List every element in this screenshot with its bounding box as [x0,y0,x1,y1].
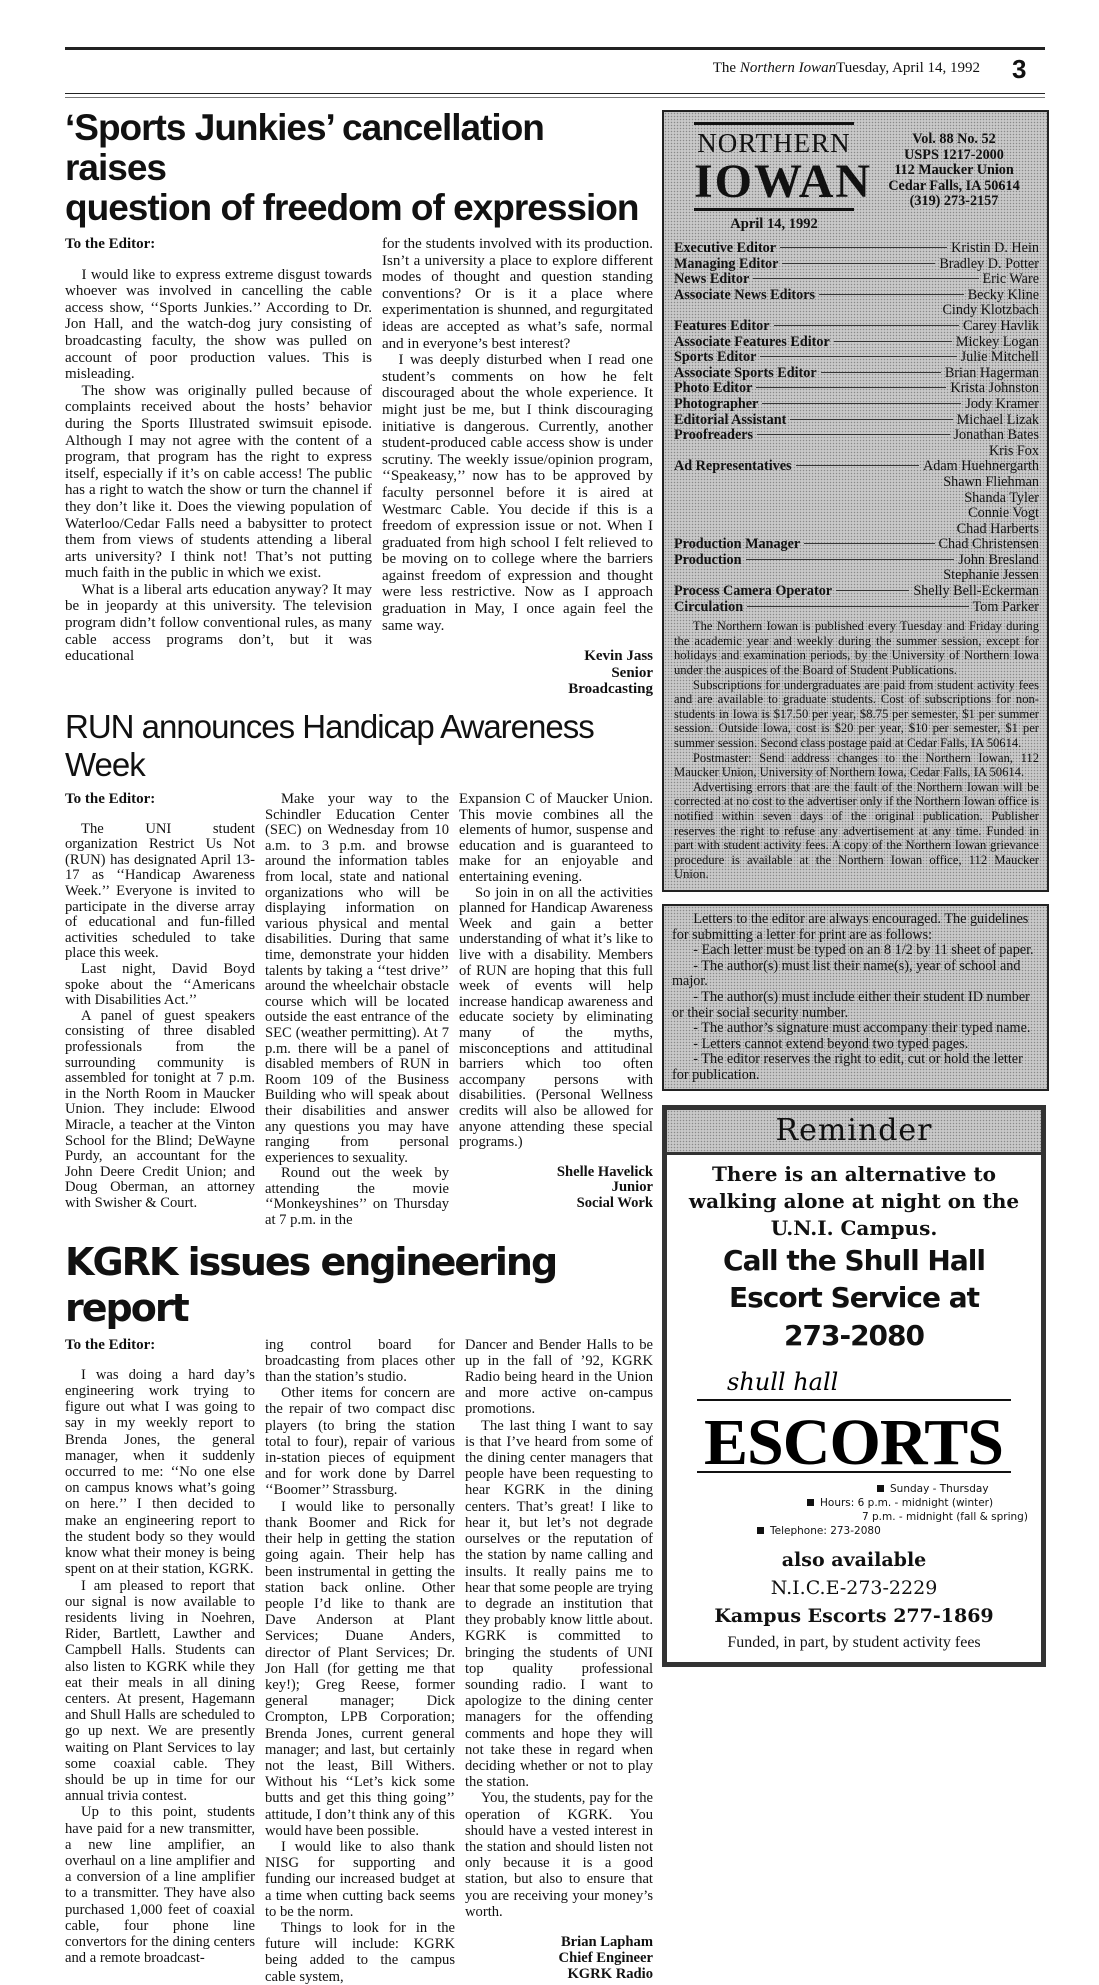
paragraph: The show was originally pulled because of complaints received about the hosts’ behavior during the Sports Illustrated swimsuit episode. Although I may not agree with the content of a program, that program has the right to express itself, especially if it’s on cable access! The public has a right to watch the show or turn the channel if they don’t like it. Does the viewing population of Waterloo/Cedar Falls need a babysitter to protect them from views of students attending a liberal arts university? I think not! That’s not putting much faith in the public in which we exist. [65,382,372,582]
leader-line [836,590,909,591]
ad-details [667,1482,1041,1538]
staff-row [674,413,1039,429]
article2-column-1 [65,792,255,1211]
article2-headline: RUN announces Handicap Awareness Week [65,708,594,784]
staff-role: Managing Editor [674,255,779,272]
leader-line [819,294,964,295]
signature-line: Social Work [576,1194,653,1211]
paragraph: So join in on all the activities planned for Handicap Awareness Week and gain a better understanding of what it’s like to live with a disability. Members of RUN are hoping that this full week of events will help increase handicap awareness and educate society by eliminating many of the myths, misconceptions and attitudinal barriers which too often accompany persons with disabilities. (Personal Wellness credits will also be allowed for anyone attending these special programs.) [459,884,653,1151]
staff-name: Adam Huehnergarth [923,458,1039,475]
letters-guidelines-box [662,904,1049,1092]
leader-line [790,419,952,420]
staff-role: Production [674,551,742,568]
guideline-item: - The editor reserves the right to edit, cut or hold the letter for publication. [672,1051,1023,1083]
ad-detail: 7 p.m. - midnight (fall & spring) [862,1511,1028,1524]
masthead-info-line: Vol. 88 No. 52 [912,131,996,147]
publication-notice [674,619,1039,882]
staff-name: Stephanie Jessen [943,567,1039,584]
leader-line [796,465,919,466]
staff-name: Eric Ware [982,271,1039,288]
bullet-icon [877,1485,884,1492]
leader-line [780,247,947,248]
staff-row [674,257,1039,273]
signature-line: Broadcasting [568,681,653,698]
signature-line: KGRK Radio [567,1966,653,1983]
ad-funded: Funded, in part, by student activity fees [727,1634,981,1652]
staff-role: Ad Representatives [674,458,792,475]
paragraph: The last thing I want to say is that I’ve heard from some of the dining center managers that people have been requesting to hear KGRK in the dining centers. That’s great! I like to hear it, but let’s not degrade ourselves or the reputation of the station by name calling and insults. It really pains me to hear that some people are trying to degrade an institution that they probably know little about. KGRK is committed to bringing the students of UNI top quality professional sounding radio. I want to apologize to the dining center managers for the offending comments and hope they will not take these in regard when deciding whether or not to play the station. [465,1417,653,1791]
ad-line1: There is an alternative to [712,1162,996,1187]
staff-row [674,366,1039,382]
ad-banner [667,1110,1041,1155]
staff-row [674,288,1039,304]
article1-headline [65,108,653,228]
paragraph: I am pleased to report that our signal is now available to residents living in Noehren, Rider, Bartlett, Lawther and Campbell Halls. Students can also listen to KGRK while they eat their meals in all dining centers. At present, Hagemann and Shull Halls are scheduled to go up next. We are presently waiting on Plant Services to lay some coaxial cable. They should be up in time for our annual trivia contest. [65,1577,255,1805]
leader-line [804,543,934,544]
signature-line: Kevin Jass [584,648,653,665]
staff-role: Process Camera Operator [674,583,833,600]
ad-detail: Sunday - Thursday [890,1483,989,1496]
article1-column-1 [65,236,372,665]
staff-name: Carey Havlik [962,317,1039,334]
header-rule-2 [65,97,1045,98]
staff-name: Kristin D. Hein [951,240,1039,256]
paragraph: Last night, David Boyd spoke about the ‘‘Americans with Disabilities Act.’’ [65,960,255,1009]
staff-row [674,397,1039,413]
paragraph: A panel of guest speakers consisting of three disabled professionals from the surrounding community is assembled for tonight at 7 p.m. in the North Room in Maucker Union. They include: Elwood Miracle, a teacher at the Vinton School for the Blind; DeWayne Purdy, an accountant for the John Deere Credit Union; and Doug Oberman, an attorney with Swisher & Court. [65,1007,255,1211]
staff-row [674,272,1039,288]
article2-column-3 [459,792,653,1211]
staff-name: Krista Johnston [950,380,1039,397]
paragraph: The Northern Iowan is published every Tuesday and Friday during the academic year and weekly during the summer session, except for holidays and examination periods, by the University of Northern Iowa under the auspices of the Board of Student Publications. [674,619,1039,678]
staff-role: Features Editor [674,317,770,334]
staff-name: Mickey Logan [955,333,1039,350]
masthead-info [869,132,1039,210]
staff-name: Brian Hagerman [944,364,1039,381]
staff-name: Tom Parker [972,598,1039,615]
staff-row [674,350,1039,366]
paragraph: Round out the week by attending the movie ‘‘Monkeyshines’’ on Thursday at 7 p.m. in the [265,1165,449,1229]
sidebar [662,110,1049,1667]
signature-line: Chief Engineer [558,1950,653,1967]
masthead-box [662,110,1049,892]
staff-name: Chad Christensen [938,536,1039,553]
paper-name: Northern Iowan [739,60,837,76]
staff-role: Associate News Editors [674,286,816,303]
staff-name: Kris Fox [988,442,1039,459]
staff-name: Connie Vogt [968,505,1039,522]
guidelines-intro: Letters to the editor are always encouraged. The guidelines for submitting a letter for print are as follows: [672,910,1029,943]
leader-line [762,403,961,404]
signature-line: Junior [611,1179,653,1196]
salutation: To the Editor: [65,236,156,252]
paragraph: I was deeply disturbed when I read one student’s comments on how he felt discouraged about the whole experience. It might just be me, but I think discouraging initiative is dangerous. Currently, another student-produced cable access show is under scrutiny. The weekly issue/opinion program, ‘‘Speakeasy,’’ now has to be approved by faculty personnel before it is aired at Westmarc Cable. You decide if this is a freedom of expression issue or not. When I graduated from high school I felt relieved to be moving on to college where the barriers against freedom of expression and thought were less restrictive. Now as I approach graduation in May, I once again feel the same way. [382,352,653,634]
staff-name: Jody Kramer [965,395,1039,412]
paper-prefix: The [712,60,740,76]
staff-name: Becky Kline [967,286,1039,303]
staff-role: Associate Features Editor [674,333,830,350]
guideline-item: - The author(s) must list their name(s), year of school and major. [672,957,1021,990]
staff-row [674,459,1039,475]
paragraph: Make your way to the Schindler Education Center (SEC) on Wednesday from 10 a.m. to 3 p.m. and browse around the information tables from local, state and national organizations who will be displaying information on various physical and mental disabilities. During that same time, demonstrate your hidden talents by taking a ‘‘test drive’’ around the wheelchair obstacle course which will be located outside the east entrance of the SEC (weather permitting). At 7 p.m. there will be a panel of disabled members of RUN in Room 109 of the Business Building who will speak about their disabilities and answer any questions you may have ranging from personal experiences to sexuality. [265,791,449,1166]
paragraph: Postmaster: Send address changes to the Northern Iowan, 112 Maucker Union, University of Northern Iowa, Cedar Falls, IA 50614. [674,750,1039,780]
staff-name: Cindy Klotzbach [942,302,1039,319]
ad-call2: Escort Service at [729,1281,979,1315]
masthead-info-line: 112 Maucker Union [894,162,1014,178]
article3-column-1 [65,1337,255,1967]
paragraph: What is a liberal arts education anyway? It may be in jeopardy at this university. The television program didn’t follow conventional rules, as many cable access programs don’t, but it was educational [65,581,372,665]
paragraph: I would like to also thank NISG for supporting and funding our increased budget at a time when cutting back seems to be the norm. [265,1838,455,1920]
staff-role: Photographer [674,395,759,412]
escort-ad [662,1105,1046,1667]
staff-name: Bradley D. Potter [939,255,1039,272]
paragraph: Subscriptions for undergraduates are paid from student activity fees and are available to graduate students. Cost of subscriptions for non-students in Iowa is $17.50 per year, $8.75 per semester, $1 per summer session. Outside Iowa, cost is $20 per year, $10 per semester, $1 per summer session. Second class postage paid at Cedar Falls, IA 50614. [674,677,1039,750]
logo-word: ESCORTS [704,1406,1004,1479]
paragraph: Things to look for in the future will include: KGRK being added to the campus cable system, [265,1919,455,1985]
staff-row [674,600,1039,616]
leader-line [760,356,956,357]
masthead-date: April 14, 1992 [730,216,818,232]
ad-also: also available [781,1549,927,1572]
main-content [65,108,653,1985]
staff-name: Jonathan Bates [953,427,1039,444]
leader-line [774,325,959,326]
paragraph: The UNI student organization Restrict Us Not (RUN) has designated April 13-17 as ‘‘Handicap Awareness Week.’’ Everyone is invited to participate in the diverse array of educational and fun-filled activities scheduled to take place this week. [65,820,255,962]
paragraph: Up to this point, students have paid for a new transmitter, a new line amplifier, an overhaul on a line amplifier and a conversion of a line amplifier to a transmitter. They have also purchased 1,000 feet of coaxial cable, four phone line convertors for the dining centers and a remote broadcast- [65,1804,255,1967]
staff-name: Shawn Fliehman [943,473,1039,490]
logo-script: shull hall [727,1368,839,1397]
staff-row [674,319,1039,335]
staff-role: Editorial Assistant [674,411,787,428]
staff-row [674,241,1039,257]
article1-column-2 [382,236,653,698]
staff-role: Production Manager [674,536,801,553]
staff-row [674,553,1039,569]
guideline-item: - The author(s) must include either their student ID number or their social security number. [672,988,1030,1021]
page-header [700,60,980,77]
header-date: Tuesday, April 14, 1992 [836,60,980,76]
ad-title: Reminder [775,1113,933,1149]
masthead-info-line: USPS 1217-2000 [904,146,1004,163]
signature [459,1165,653,1212]
paragraph: You, the students, pay for the operation of KGRK. You should have a vested interest in the station and should listen not only because it is a good station, but also to ensure that you are receiving your money’s worth. [465,1790,653,1920]
staff-role: News Editor [674,271,750,288]
staff-role: Sports Editor [674,349,757,366]
staff-role: Proofreaders [674,427,754,444]
masthead-info-line: (319) 273-2157 [909,193,999,209]
ad-call1: Call the Shull Hall [723,1244,985,1278]
ad-kampus: Kampus Escorts 277-1869 [714,1605,994,1628]
ad-nice: N.I.C.E-273-2229 [770,1577,938,1600]
staff-role: Executive Editor [674,240,777,256]
staff-name: Chad Harberts [956,520,1039,537]
staff-name: Shelly Bell-Eckerman [913,583,1039,600]
staff-name: Shanda Tyler [964,489,1039,506]
staff-row [674,381,1039,397]
article3-column-2 [265,1337,455,1985]
signature [382,648,653,698]
bullet-icon [757,1527,764,1534]
guideline-item: - Letters cannot extend beyond two typed pages. [693,1035,969,1052]
paragraph: Other items for concern are the repair of two compact disc players (to bring the station total to four), repair of various in-station pieces of equipment and for work done by Darrel ‘‘Boomer’’ Strassburg. [265,1385,455,1499]
article2-column-2 [265,792,449,1229]
staff-name: John Bresland [958,551,1039,568]
paragraph: I would like to express extreme disgust towards whoever was involved in cancelling the cable access show, ‘‘Sports Junkies.’’ According to Dr. Jon Hall, and the watch-dog jury consisting of broadcasting faculty, the show was pulled on account of poor production values. This is misleading. [65,266,372,383]
page-number: 3 [1012,54,1027,84]
paragraph: Advertising errors that are the fault of the Northern Iowan will be corrected at no cost to the advertiser only if the Northern Iowan office is notified within seven days of the original publication. Publisher reserves the right to refuse any advertisement at any time. Funded in part with student activity fees. A copy of the Northern Iowan grievance procedure is available at the Northern Iowan office, 112 Maucker Union. [674,779,1039,882]
ad-detail: Hours: 6 p.m. - midnight (winter) [820,1497,994,1510]
logo-line2: IOWAN [694,155,873,208]
escorts-logo [667,1360,1041,1478]
guideline-item: - The author’s signature must accompany their typed name. [693,1020,1031,1037]
paragraph: I would like to personally thank Boomer and Rick for their help in getting the station going again. Their help has been instrumental in getting the station back online. Other people I’d like to thank are Dave Anderson at Plant Services; Duane Anders, director of Plant Services; Dr. Jon Hall (for getting me that key!); Greg Reese, former general manager; Dick Crompton, LPB Corporation; Brenda Jones, current general manager; and last, but certainly not the least, Bill Withers. Without his ‘‘Let’s kick some butts and get this thing going’’ attitude, I don’t think any of this would have been possible. [265,1498,455,1839]
staff-name: Michael Lizak [956,411,1039,428]
leader-line [834,341,952,342]
staff-role: Associate Sports Editor [674,364,817,381]
headline-line: question of freedom of expression [65,187,639,228]
paragraph: Expansion C of Maucker Union. This movie combines all the elements of humor, suspense and education and is guaranteed to make for an enjoyable and entertaining evening. [459,791,653,885]
guideline-item: - Each letter must be typed on an 8 1/2 by 11 sheet of paper. [693,942,1034,959]
headline-line: ‘Sports Junkies’ cancellation raises [65,107,544,188]
leader-line [747,606,969,607]
article3-headline: KGRK issues engineering report [65,1239,557,1330]
staff-row [674,584,1039,600]
ad-phone: 273-2080 [784,1319,924,1353]
signature-line: Shelle Havelick [556,1163,653,1180]
paragraph: Dancer and Bender Halls to be up in the fall of ’92, KGRK Radio being heard in the Union and more active on-campus promotions. [465,1336,653,1418]
ad-detail: Telephone: 273-2080 [770,1525,881,1538]
header-rule [65,93,1045,94]
signature [465,1934,653,1983]
staff-role: Photo Editor [674,380,753,397]
signature-line: Brian Lapham [560,1933,653,1950]
bullet-icon [807,1499,814,1506]
guidelines-list [672,943,1041,1083]
staff-row [674,537,1039,553]
leader-line [746,559,955,560]
paragraph: ing control board for broadcasting from places other than the station’s studio. [265,1336,455,1386]
leader-line [756,387,946,388]
staff-row [674,428,1039,444]
paragraph: I was doing a hard day’s engineering work trying to figure out what I was going to say in my weekly report to Brenda Jones, the general manager, when it suddenly occurred to me: ‘‘No one else on campus knows what’s going on here.’’ I then decided to make an engineering report to the student body so they would know what their money is being spent on at their station, KGRK. [65,1366,255,1578]
top-rule [65,47,1045,50]
leader-line [782,263,935,264]
staff-row [674,335,1039,351]
ad-line2: walking alone at night on the [688,1189,1020,1214]
leader-line [821,372,941,373]
masthead-info-line: Cedar Falls, IA 50614 [888,177,1020,194]
signature-line: Senior [611,664,653,681]
staff-name: Julie Mitchell [960,349,1039,366]
article3-column-3 [465,1337,653,1983]
paragraph: for the students involved with its production. Isn’t a university a place to explore different modes of thought and question standing conventions? Or is it a place where experimentation is shunned, and regurgitated ideas are accepted as what’s safe, normal and in everyone’s best interest? [382,236,653,352]
leader-line [753,278,978,279]
salutation: To the Editor: [65,1336,156,1353]
salutation: To the Editor: [65,791,156,808]
staff-list [674,241,1039,615]
ad-line3: U.N.I. Campus. [770,1216,938,1241]
staff-role: Circulation [674,598,744,615]
masthead-logo [694,122,873,233]
logo-line1: NORTHERN [697,128,851,158]
leader-line [757,434,949,435]
